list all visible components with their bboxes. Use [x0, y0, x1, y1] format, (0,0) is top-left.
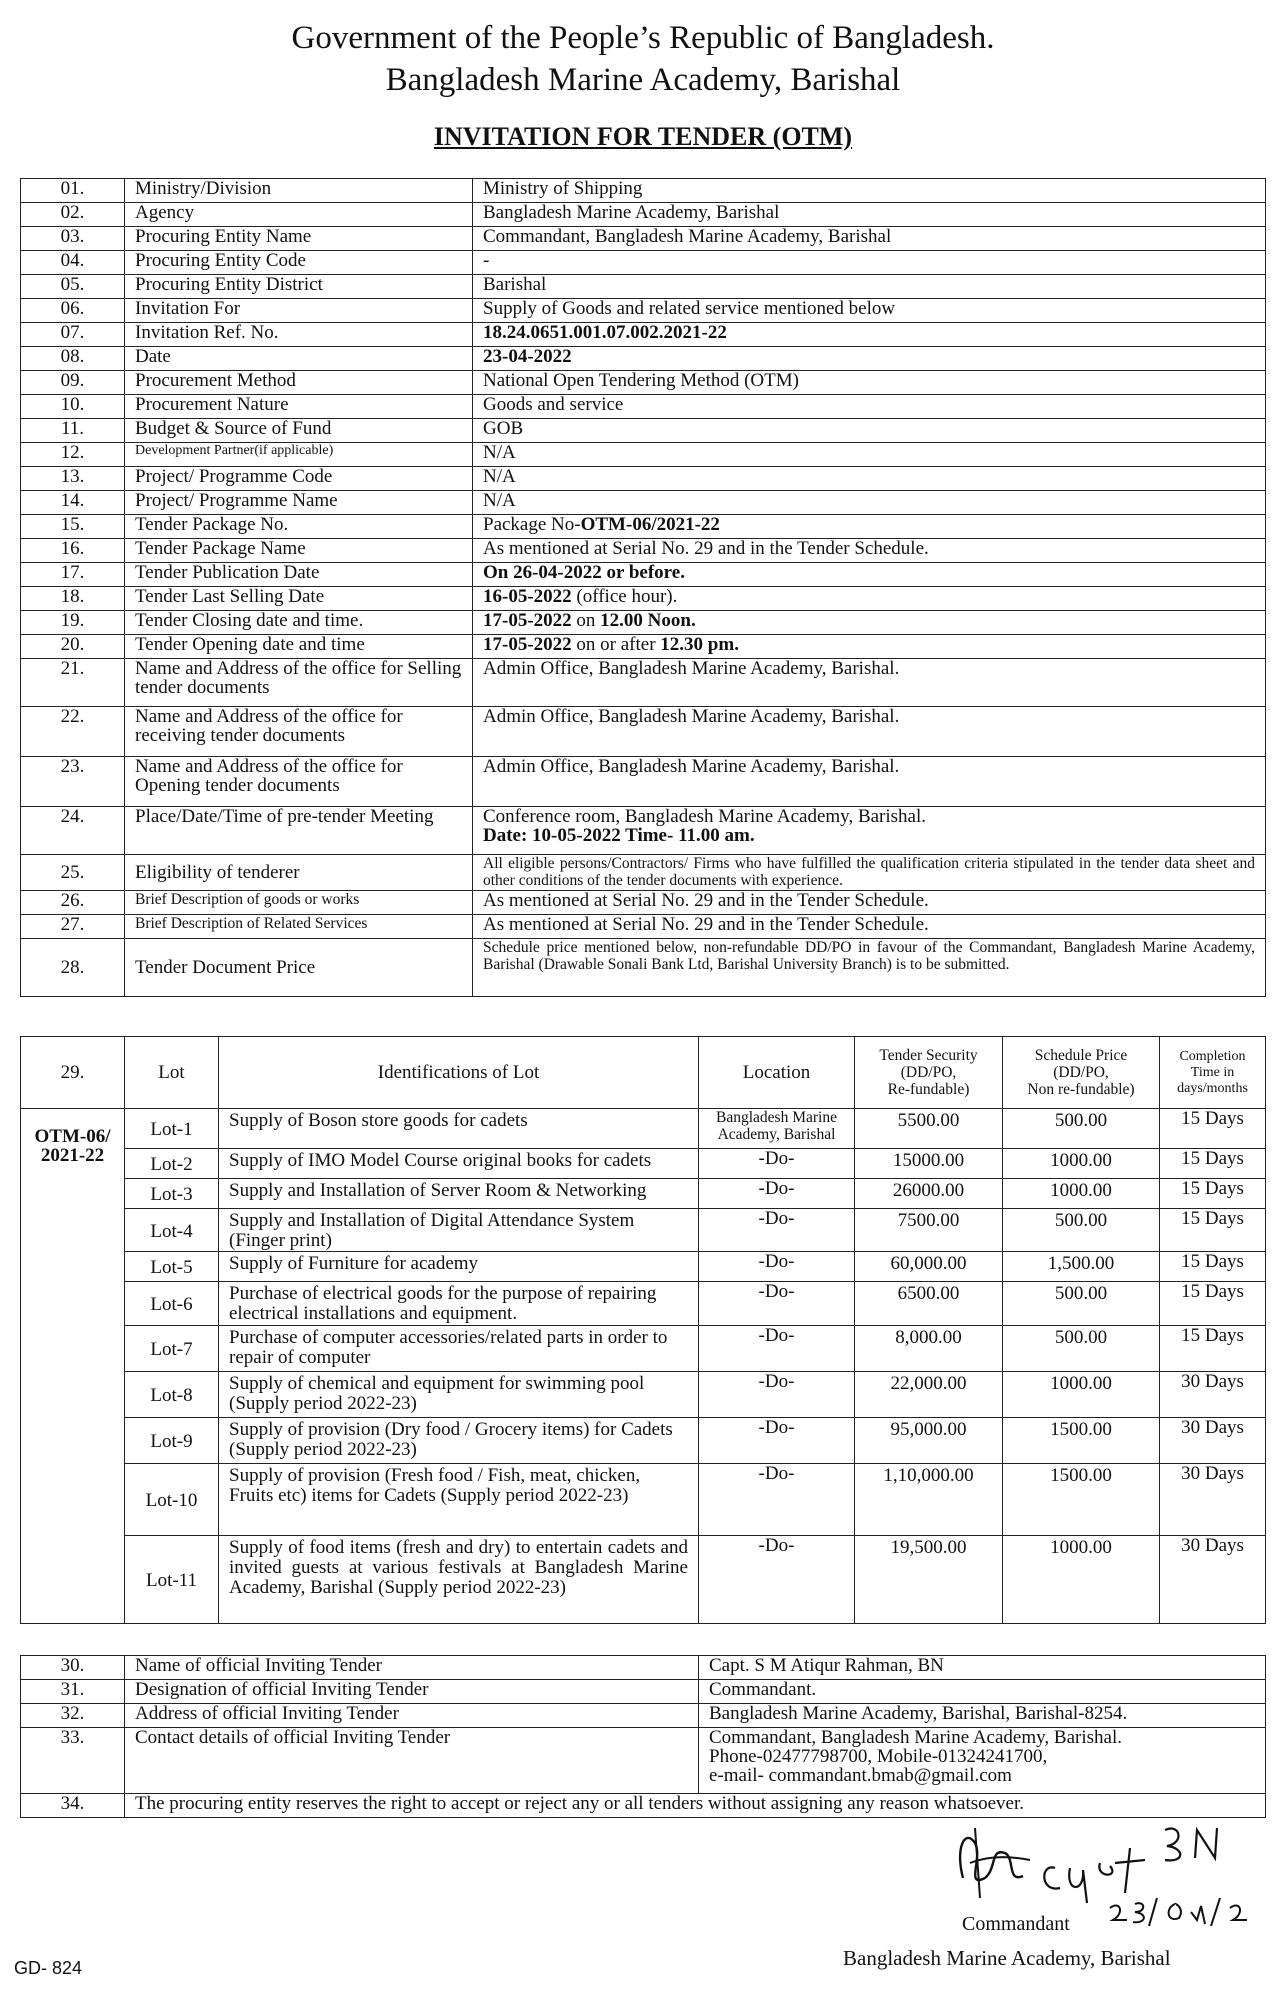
lot-description: Supply and Installation of Digital Attendance System (Finger print) [219, 1209, 699, 1252]
info-row [21, 939, 1266, 997]
info-row-value [473, 587, 1266, 611]
info-row-number: 11. [21, 419, 125, 443]
lot-row [21, 1252, 1266, 1282]
lot-row [21, 1209, 1266, 1252]
academy-header: Bangladesh Marine Academy, Barishal [385, 62, 901, 98]
lot-tender-security: 6500.00 [855, 1282, 1003, 1326]
info-row [21, 515, 1266, 539]
reservation-text: The procuring entity reserves the right to accept or reject any or all tenders without assigning any reason whatsoever. [125, 1794, 1266, 1818]
lot-description: Supply of IMO Model Course original books for cadets [219, 1149, 699, 1179]
info-row-number: 16. [21, 539, 125, 563]
lot-description: Supply of chemical and equipment for swimming pool (Supply period 2022-23) [219, 1372, 699, 1418]
info-row [21, 395, 1266, 419]
lot-id: Lot-9 [125, 1418, 219, 1464]
info-row-number: 18. [21, 587, 125, 611]
info-row-label: Name and Address of the office for Selling tender documents [125, 659, 473, 707]
info-row [21, 347, 1266, 371]
info-row [21, 275, 1266, 299]
info-row-value: Supply of Goods and related service mentioned below [473, 299, 1266, 323]
info-row-value: Commandant, Bangladesh Marine Academy, Barishal [473, 227, 1266, 251]
contact-phone: Phone-02477798700, Mobile-01324241700, [709, 1746, 1048, 1767]
info-row-value: Ministry of Shipping [473, 179, 1266, 203]
info-row-label: Place/Date/Time of pre-tender Meeting [125, 807, 473, 855]
lot-completion-time: 15 Days [1160, 1149, 1266, 1179]
lot-completion-time: 30 Days [1160, 1464, 1266, 1536]
lot-id: Lot-10 [125, 1464, 219, 1536]
info-row [21, 371, 1266, 395]
official-row [21, 1728, 1266, 1794]
completion-header-line1: Completion [1179, 1048, 1246, 1064]
info-row-number: 07. [21, 323, 125, 347]
info-row-number: 20. [21, 635, 125, 659]
official-row-value: Commandant. [699, 1680, 1266, 1704]
package-prefix: Package No- [483, 514, 581, 535]
meeting-datetime: Date: 10-05-2022 Time- 11.00 am. [483, 825, 755, 846]
info-row-number: 23. [21, 757, 125, 807]
lot-row [21, 1464, 1266, 1536]
info-bold-value: On 26-04-2022 or before. [483, 562, 685, 583]
lot-schedule-price: 1500.00 [1003, 1418, 1160, 1464]
info-row [21, 251, 1266, 275]
official-info-table [20, 1655, 1266, 1818]
lot-tender-security: 8,000.00 [855, 1326, 1003, 1372]
info-row [21, 587, 1266, 611]
lot-location: -Do- [699, 1179, 855, 1209]
lot-location: -Do- [699, 1326, 855, 1372]
package-number: OTM-06/2021-22 [580, 514, 720, 535]
info-row-label: Project/ Programme Name [125, 491, 473, 515]
info-row-label: Brief Description of Related Services [125, 915, 473, 939]
info-row-label: Ministry/Division [125, 179, 473, 203]
lot-schedule-price: 1000.00 [1003, 1149, 1160, 1179]
info-row-label: Tender Package Name [125, 539, 473, 563]
info-row-value: Admin Office, Bangladesh Marine Academy, Barishal. [473, 707, 1266, 757]
info-row [21, 611, 1266, 635]
info-row-value: - [473, 251, 1266, 275]
time-part: 12.30 pm. [660, 634, 739, 655]
handwritten-signature [935, 1808, 1255, 1928]
info-row-number: 08. [21, 347, 125, 371]
info-row-label: Procuring Entity Code [125, 251, 473, 275]
info-row-label: Project/ Programme Code [125, 467, 473, 491]
info-row-label: Tender Last Selling Date [125, 587, 473, 611]
lots-header-completion [1160, 1037, 1266, 1109]
info-row [21, 757, 1266, 807]
info-row-value: Admin Office, Bangladesh Marine Academy, Barishal. [473, 659, 1266, 707]
lot-row [21, 1536, 1266, 1624]
security-header-line3: Re-fundable) [887, 1081, 970, 1098]
document-title: INVITATION FOR TENDER (OTM) [433, 122, 853, 151]
info-row-label: Brief Description of goods or works [125, 891, 473, 915]
date-part: 17-05-2022 [483, 634, 572, 655]
info-row [21, 807, 1266, 855]
info-row-value [473, 515, 1266, 539]
info-row-value: As mentioned at Serial No. 29 and in the Tender Schedule. [473, 891, 1266, 915]
security-header-line2: (DD/PO, [900, 1064, 957, 1081]
price-header-line2: (DD/PO, [1053, 1064, 1109, 1081]
info-bold-value: 18.24.0651.001.07.002.2021-22 [483, 322, 727, 343]
lots-header-security [855, 1037, 1003, 1109]
lot-completion-time: 15 Days [1160, 1209, 1266, 1252]
lot-completion-time: 15 Days [1160, 1109, 1266, 1149]
info-row-number: 19. [21, 611, 125, 635]
date-part: 17-05-2022 [483, 610, 572, 631]
info-row [21, 635, 1266, 659]
lot-id: Lot-1 [125, 1109, 219, 1149]
info-row-label: Tender Document Price [125, 939, 473, 997]
official-row-label: Contact details of official Inviting Tender [125, 1728, 699, 1794]
official-row-value: Bangladesh Marine Academy, Barishal, Barishal-8254. [699, 1704, 1266, 1728]
security-header-line1: Tender Security [879, 1047, 978, 1064]
official-row-value [699, 1728, 1266, 1794]
price-header-line3: Non re-fundable) [1027, 1081, 1135, 1098]
info-row [21, 491, 1266, 515]
info-row-label: Tender Package No. [125, 515, 473, 539]
info-row-label: Eligibility of tenderer [125, 855, 473, 891]
info-row-number: 27. [21, 915, 125, 939]
lot-id: Lot-8 [125, 1372, 219, 1418]
info-row-value: Barishal [473, 275, 1266, 299]
info-row-number: 01. [21, 179, 125, 203]
lot-id: Lot-3 [125, 1179, 219, 1209]
completion-header-line2: Time in [1190, 1064, 1235, 1080]
lot-description: Supply of provision (Dry food / Grocery items) for Cadets (Supply period 2022-23) [219, 1418, 699, 1464]
package-line1: OTM-06/ [34, 1126, 111, 1147]
lot-id: Lot-6 [125, 1282, 219, 1326]
official-row-value: Capt. S M Atiqur Rahman, BN [699, 1656, 1266, 1680]
info-row-label: Agency [125, 203, 473, 227]
info-row [21, 915, 1266, 939]
official-row-number: 32. [21, 1704, 125, 1728]
lot-row [21, 1179, 1266, 1209]
official-row-number: 31. [21, 1680, 125, 1704]
info-row [21, 563, 1266, 587]
info-row-number: 26. [21, 891, 125, 915]
lot-description: Supply of provision (Fresh food / Fish, meat, chicken, Fruits etc) items for Cadets (Supply period 2022-23) [219, 1464, 699, 1536]
info-row-value: N/A [473, 467, 1266, 491]
lot-schedule-price: 1000.00 [1003, 1179, 1160, 1209]
lot-description: Supply and Installation of Server Room & Networking [219, 1179, 699, 1209]
lot-tender-security: 5500.00 [855, 1109, 1003, 1149]
info-row [21, 891, 1266, 915]
selling-suffix: (office hour). [571, 586, 678, 607]
info-row-value: Schedule price mentioned below, non-refundable DD/PO in favour of the Commandant, Bangladesh Marine Academy, Barishal (Drawable Sonali Bank Ltd, Barishal University Branch) is to be submitted. [473, 939, 1266, 997]
info-row-number: 24. [21, 807, 125, 855]
lot-completion-time: 30 Days [1160, 1418, 1266, 1464]
info-row-value: Bangladesh Marine Academy, Barishal [473, 203, 1266, 227]
lot-schedule-price: 1000.00 [1003, 1536, 1160, 1624]
official-row-number: 33. [21, 1728, 125, 1794]
lots-table [20, 1036, 1266, 1624]
info-row-value [473, 635, 1266, 659]
info-row-label: Budget & Source of Fund [125, 419, 473, 443]
info-row [21, 179, 1266, 203]
lot-completion-time: 15 Days [1160, 1326, 1266, 1372]
info-row-number: 17. [21, 563, 125, 587]
official-row-label: Address of official Inviting Tender [125, 1704, 699, 1728]
info-row-number: 05. [21, 275, 125, 299]
lot-tender-security: 15000.00 [855, 1149, 1003, 1179]
lot-row [21, 1282, 1266, 1326]
reservation-number: 34. [21, 1794, 125, 1818]
info-row-label: Name and Address of the office for Opening tender documents [125, 757, 473, 807]
lots-header-price [1003, 1037, 1160, 1109]
info-row-number: 21. [21, 659, 125, 707]
completion-header-line3: days/months [1177, 1080, 1248, 1096]
info-row-number: 22. [21, 707, 125, 757]
info-row-number: 25. [21, 855, 125, 891]
lot-description: Purchase of electrical goods for the purpose of repairing electrical installations and equipment. [219, 1282, 699, 1326]
date-connector: on [571, 610, 601, 631]
lot-description: Supply of Boson store goods for cadets [219, 1109, 699, 1149]
tender-info-table [20, 178, 1266, 997]
package-line2: 2021-22 [40, 1145, 105, 1166]
info-row-label: Tender Publication Date [125, 563, 473, 587]
lot-schedule-price: 1,500.00 [1003, 1252, 1160, 1282]
info-row-label: Procurement Method [125, 371, 473, 395]
lot-location: -Do- [699, 1149, 855, 1179]
lot-location: -Do- [699, 1252, 855, 1282]
info-row-label: Name and Address of the office for receiving tender documents [125, 707, 473, 757]
info-row-value: Admin Office, Bangladesh Marine Academy, Barishal. [473, 757, 1266, 807]
lot-tender-security: 1,10,000.00 [855, 1464, 1003, 1536]
lot-schedule-price: 500.00 [1003, 1282, 1160, 1326]
lot-location: -Do- [699, 1282, 855, 1326]
info-row-value: N/A [473, 491, 1266, 515]
lot-schedule-price: 500.00 [1003, 1209, 1160, 1252]
info-row-value: As mentioned at Serial No. 29 and in the Tender Schedule. [473, 539, 1266, 563]
info-row-label: Date [125, 347, 473, 371]
info-row-number: 15. [21, 515, 125, 539]
selling-date: 16-05-2022 [483, 586, 572, 607]
info-row [21, 707, 1266, 757]
info-row-number: 13. [21, 467, 125, 491]
info-row-number: 12. [21, 443, 125, 467]
lot-tender-security: 22,000.00 [855, 1372, 1003, 1418]
signature-handwriting-text: Capt BN 23/04/22 [1095, 1926, 1103, 1927]
lot-location: -Do- [699, 1536, 855, 1624]
info-row [21, 443, 1266, 467]
lots-header-row [21, 1037, 1266, 1109]
meeting-place: Conference room, Bangladesh Marine Academy, Barishal. [483, 806, 927, 827]
info-row-value [473, 611, 1266, 635]
lot-completion-time: 15 Days [1160, 1252, 1266, 1282]
lot-id: Lot-7 [125, 1326, 219, 1372]
info-row-label: Development Partner(if applicable) [125, 443, 473, 467]
lot-location: -Do- [699, 1372, 855, 1418]
info-row-label: Tender Closing date and time. [125, 611, 473, 635]
info-row-number: 06. [21, 299, 125, 323]
lot-row [21, 1326, 1266, 1372]
info-row-number: 28. [21, 939, 125, 997]
info-row-label: Procuring Entity Name [125, 227, 473, 251]
info-row [21, 323, 1266, 347]
info-row [21, 419, 1266, 443]
lots-header-lot: Lot [125, 1037, 219, 1109]
info-row [21, 227, 1266, 251]
info-row-label: Invitation For [125, 299, 473, 323]
lot-location: -Do- [699, 1209, 855, 1252]
info-row-value [473, 563, 1266, 587]
govt-header: Government of the People’s Republic of Bangladesh. [291, 20, 995, 56]
lot-schedule-price: 1500.00 [1003, 1464, 1160, 1536]
lot-schedule-price: 1000.00 [1003, 1372, 1160, 1418]
official-row-label: Designation of official Inviting Tender [125, 1680, 699, 1704]
info-row-number: 14. [21, 491, 125, 515]
info-row-value: N/A [473, 443, 1266, 467]
info-row [21, 539, 1266, 563]
info-row [21, 299, 1266, 323]
official-row-number: 30. [21, 1656, 125, 1680]
lot-schedule-price: 500.00 [1003, 1109, 1160, 1149]
official-row-label: Name of official Inviting Tender [125, 1656, 699, 1680]
info-bold-value: 23-04-2022 [483, 346, 572, 367]
date-connector: on or after [571, 634, 661, 655]
lots-header-ident: Identifications of Lot [219, 1037, 699, 1109]
official-row [21, 1656, 1266, 1680]
info-row-label: Tender Opening date and time [125, 635, 473, 659]
official-row [21, 1704, 1266, 1728]
lot-row [21, 1372, 1266, 1418]
info-row-value: GOB [473, 419, 1266, 443]
signatory-organization: Bangladesh Marine Academy, Barishal [843, 1946, 1171, 1970]
lot-tender-security: 60,000.00 [855, 1252, 1003, 1282]
info-row-value [473, 323, 1266, 347]
price-header-line1: Schedule Price [1034, 1047, 1128, 1064]
time-part: 12.00 Noon. [600, 610, 696, 631]
lot-row [21, 1149, 1266, 1179]
info-row [21, 467, 1266, 491]
contact-email: e-mail- commandant.bmab@gmail.com [709, 1765, 1012, 1786]
lot-id: Lot-11 [125, 1536, 219, 1624]
lot-id: Lot-4 [125, 1209, 219, 1252]
lot-description: Supply of food items (fresh and dry) to entertain cadets and invited guests at various festivals at Bangladesh Marine Academy, Barishal (Supply period 2022-23) [219, 1536, 699, 1624]
info-row-label: Invitation Ref. No. [125, 323, 473, 347]
info-row-number: 04. [21, 251, 125, 275]
lot-tender-security: 19,500.00 [855, 1536, 1003, 1624]
lot-id: Lot-2 [125, 1149, 219, 1179]
lots-header-no: 29. [21, 1037, 125, 1109]
lot-description: Supply of Furniture for academy [219, 1252, 699, 1282]
lot-location: Bangladesh Marine Academy, Barishal [699, 1109, 855, 1149]
lot-completion-time: 30 Days [1160, 1372, 1266, 1418]
lot-tender-security: 95,000.00 [855, 1418, 1003, 1464]
lot-row [21, 1418, 1266, 1464]
document-code: GD- 824 [14, 1958, 83, 1978]
lot-completion-time: 30 Days [1160, 1536, 1266, 1624]
info-row-number: 10. [21, 395, 125, 419]
lot-schedule-price: 500.00 [1003, 1326, 1160, 1372]
lot-completion-time: 15 Days [1160, 1179, 1266, 1209]
info-row-number: 03. [21, 227, 125, 251]
info-row [21, 855, 1266, 891]
lot-tender-security: 26000.00 [855, 1179, 1003, 1209]
info-row-label: Procurement Nature [125, 395, 473, 419]
lot-completion-time: 15 Days [1160, 1282, 1266, 1326]
info-row-value: All eligible persons/Contractors/ Firms who have fulfilled the qualification criteria stipulated in the tender data sheet and other conditions of the tender documents with experience. [473, 855, 1266, 891]
lots-header-location: Location [699, 1037, 855, 1109]
lot-tender-security: 7500.00 [855, 1209, 1003, 1252]
package-number-cell [21, 1109, 125, 1624]
info-row-value: National Open Tendering Method (OTM) [473, 371, 1266, 395]
official-row [21, 1680, 1266, 1704]
info-row-value [473, 807, 1266, 855]
lot-location: -Do- [699, 1464, 855, 1536]
lot-row [21, 1109, 1266, 1149]
info-row-number: 09. [21, 371, 125, 395]
lot-id: Lot-5 [125, 1252, 219, 1282]
lot-location: -Do- [699, 1418, 855, 1464]
signatory-title: Commandant [962, 1913, 1070, 1935]
info-row-value: Goods and service [473, 395, 1266, 419]
info-row-value [473, 347, 1266, 371]
info-row-number: 02. [21, 203, 125, 227]
info-row-label: Procuring Entity District [125, 275, 473, 299]
info-row-value: As mentioned at Serial No. 29 and in the Tender Schedule. [473, 915, 1266, 939]
info-row [21, 659, 1266, 707]
contact-line1: Commandant, Bangladesh Marine Academy, Barishal. [709, 1727, 1122, 1748]
lot-description: Purchase of computer accessories/related parts in order to repair of computer [219, 1326, 699, 1372]
info-row [21, 203, 1266, 227]
